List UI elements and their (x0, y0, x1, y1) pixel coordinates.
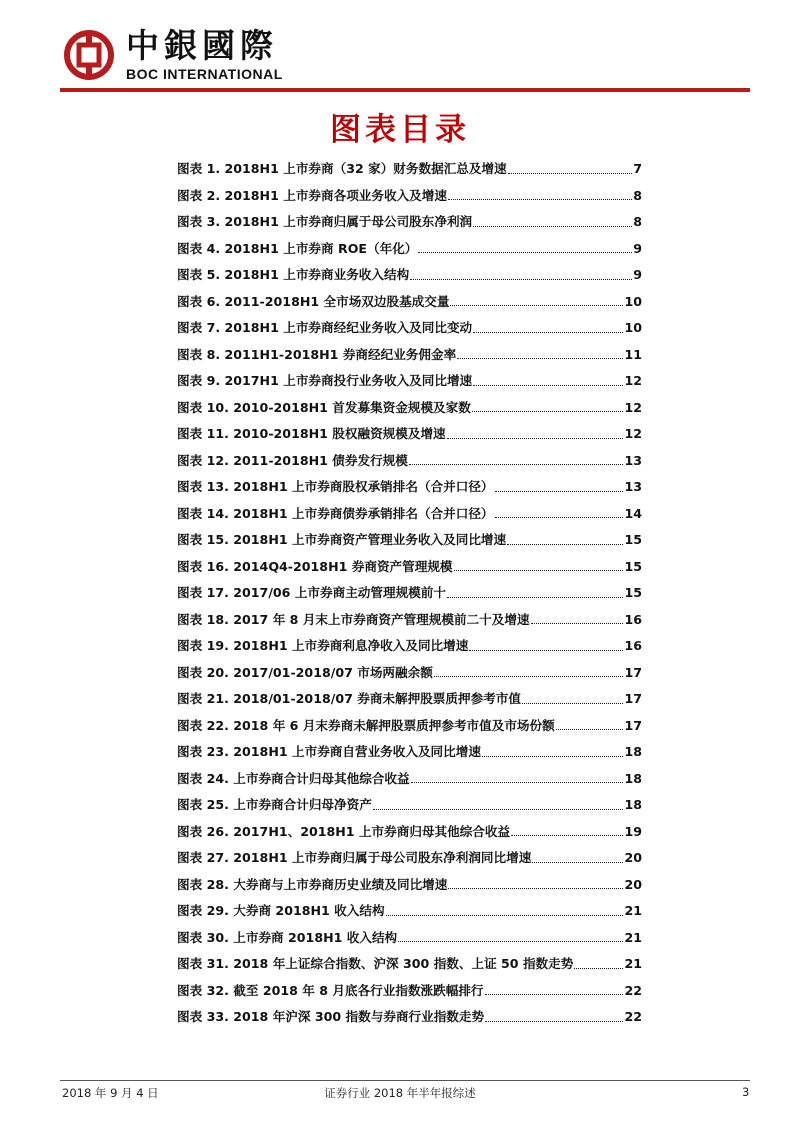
toc-leader-dots (507, 544, 623, 545)
toc-leader-dots (495, 491, 624, 492)
toc-entry-page: 10 (624, 293, 642, 309)
toc-entry[interactable] (177, 289, 642, 316)
toc-entry[interactable] (177, 421, 642, 448)
footer-page-number: 3 (742, 1085, 750, 1099)
toc-entry-label: 图表 16. 2014Q4-2018H1 券商资产管理规模 (177, 558, 453, 574)
footer-date: 2018 年 9 月 4 日 (62, 1086, 159, 1100)
toc-entry[interactable] (177, 845, 642, 872)
toc-entry[interactable] (177, 156, 642, 183)
toc-leader-dots (448, 888, 623, 889)
toc-leader-dots (409, 464, 624, 465)
toc-leader-dots (531, 623, 624, 624)
toc-leader-dots (373, 809, 624, 810)
toc-leader-dots (398, 941, 623, 942)
toc-leader-dots (485, 1021, 623, 1022)
toc-entry-page: 18 (624, 744, 642, 759)
toc-entry[interactable] (177, 951, 642, 978)
toc-leader-dots (450, 305, 623, 306)
toc-entry-label: 图表 11. 2010-2018H1 股权融资规模及增速 (177, 426, 446, 441)
toc-leader-dots (485, 994, 624, 995)
toc-leader-dots (386, 915, 624, 916)
toc-entry-label: 图表 1. 2018H1 上市券商（32 家）财务数据汇总及增速 (177, 161, 507, 176)
toc-leader-dots (473, 385, 623, 386)
toc-entry[interactable] (177, 554, 642, 581)
toc-leader-dots (418, 252, 632, 253)
toc-entry[interactable] (177, 766, 642, 793)
toc-entry-label: 图表 25. 上市券商合计归母净资产 (177, 797, 372, 812)
toc-leader-dots (434, 676, 624, 677)
toc-leader-dots (473, 226, 632, 227)
toc-leader-dots (469, 650, 623, 651)
toc-leader-dots (482, 756, 624, 757)
toc-entry-label: 图表 33. 2018 年沪深 300 指数与券商行业指数走势 (177, 1009, 485, 1024)
toc-entry-page: 15 (624, 532, 642, 547)
toc-entry-label: 图表 6. 2011-2018H1 全市场双边股基成交量 (177, 293, 450, 309)
toc-entry-page: 15 (624, 558, 642, 574)
toc-entry-page: 12 (624, 399, 642, 415)
toc-leader-dots (495, 517, 624, 518)
toc-leader-dots (511, 835, 623, 836)
toc-entry-page: 8 (633, 187, 642, 203)
toc-entry-page: 9 (633, 240, 642, 256)
toc-entry-label: 图表 4. 2018H1 上市券商 ROE（年化） (177, 240, 418, 256)
toc-entry[interactable] (177, 315, 642, 342)
toc-entry[interactable] (177, 183, 642, 210)
toc-entry[interactable] (177, 607, 642, 634)
toc-entry-label: 图表 23. 2018H1 上市券商自营业务收入及同比增速 (177, 744, 481, 759)
toc-entry-page: 17 (624, 717, 642, 733)
toc-leader-dots (574, 968, 623, 969)
toc-leader-dots (473, 332, 623, 333)
toc-entry[interactable] (177, 872, 642, 899)
toc-entry-page: 21 (624, 929, 642, 945)
toc-entry-page: 17 (624, 664, 642, 680)
toc-entry-label: 图表 10. 2010-2018H1 首发募集资金规模及家数 (177, 399, 471, 415)
toc-leader-dots (508, 173, 633, 174)
page-title: 图表目录 (330, 112, 470, 148)
toc-leader-dots (472, 411, 624, 412)
toc-entry[interactable] (177, 819, 642, 846)
logo-chinese-name: 中銀國際 (126, 26, 278, 65)
toc-entry-page: 15 (624, 585, 642, 600)
toc-entry-label: 图表 9. 2017H1 上市券商投行业务收入及同比增速 (177, 373, 473, 388)
toc-entry-page: 21 (624, 903, 642, 918)
toc-entry[interactable] (177, 633, 642, 660)
toc-entry[interactable] (177, 978, 642, 1005)
toc-entry-page: 14 (624, 505, 642, 521)
toc-entry-page: 21 (624, 956, 642, 971)
toc-entry[interactable] (177, 713, 642, 740)
toc-entry-page: 16 (624, 611, 642, 627)
toc-entry-label: 图表 7. 2018H1 上市券商经纪业务收入及同比变动 (177, 320, 473, 335)
toc-entry-page: 18 (624, 797, 642, 812)
toc-entry[interactable] (177, 792, 642, 819)
toc-entry-label: 图表 24. 上市券商合计归母其他综合收益 (177, 770, 410, 786)
toc-leader-dots (447, 597, 624, 598)
toc-entry[interactable] (177, 925, 642, 952)
toc-entry[interactable] (177, 262, 642, 289)
toc-entry-page: 12 (624, 426, 642, 441)
toc-entry[interactable] (177, 236, 642, 263)
toc-entry-page: 19 (624, 823, 642, 839)
toc-entry-label: 图表 14. 2018H1 上市券商债券承销排名（合并口径） (177, 505, 494, 521)
toc-entry[interactable] (177, 898, 642, 925)
toc-entry-label: 图表 21. 2018/01-2018/07 券商未解押股票质押参考市值 (177, 691, 521, 706)
toc-entry[interactable] (177, 1004, 642, 1031)
toc-leader-dots (410, 279, 632, 280)
toc-entry-page: 12 (624, 373, 642, 388)
toc-leader-dots (457, 358, 623, 359)
toc-entry-page: 13 (624, 479, 642, 494)
toc-entry-page: 11 (624, 346, 642, 362)
toc-entry[interactable] (177, 580, 642, 607)
toc-entry-label: 图表 29. 大券商 2018H1 收入结构 (177, 903, 385, 918)
toc-entry-label: 图表 32. 截至 2018 年 8 月底各行业指数涨跌幅排行 (177, 982, 484, 998)
toc-entry[interactable] (177, 209, 642, 236)
toc-leader-dots (556, 729, 624, 730)
toc-entry-label: 图表 13. 2018H1 上市券商股权承销排名（合并口径） (177, 479, 494, 494)
toc-entry[interactable] (177, 686, 642, 713)
footer-report-title: 证券行业 2018 年半年报综述 (324, 1086, 476, 1100)
toc-entry-label: 图表 28. 大券商与上市券商历史业绩及同比增速 (177, 876, 448, 892)
toc-entry-label: 图表 3. 2018H1 上市券商归属于母公司股东净利润 (177, 214, 473, 229)
toc-entry-page: 10 (624, 320, 642, 335)
toc-entry-page: 8 (633, 214, 642, 229)
toc-leader-dots (532, 862, 623, 863)
toc-entry-label: 图表 30. 上市券商 2018H1 收入结构 (177, 929, 398, 945)
toc-entry-page: 17 (624, 691, 642, 706)
footer-divider (60, 1080, 750, 1081)
header-divider (60, 88, 750, 92)
toc-entry-label: 图表 2. 2018H1 上市券商各项业务收入及增速 (177, 187, 447, 203)
page-header (64, 22, 744, 88)
toc-entry-label: 图表 31. 2018 年上证综合指数、沪深 300 指数、上证 50 指数走势 (177, 956, 574, 971)
toc-entry-label: 图表 27. 2018H1 上市券商归属于母公司股东净利润同比增速 (177, 850, 532, 865)
toc-entry-label: 图表 15. 2018H1 上市券商资产管理业务收入及同比增速 (177, 532, 507, 547)
toc-entry[interactable] (177, 368, 642, 395)
toc-entry-label: 图表 22. 2018 年 6 月末券商未解押股票质押参考市值及市场份额 (177, 717, 555, 733)
toc-entry-label: 图表 26. 2017H1、2018H1 上市券商归母其他综合收益 (177, 823, 511, 839)
toc-entry-label: 图表 12. 2011-2018H1 债券发行规模 (177, 452, 408, 468)
table-of-figures (177, 156, 642, 1031)
toc-leader-dots (454, 570, 624, 571)
toc-entry-label: 图表 17. 2017/06 上市券商主动管理规模前十 (177, 585, 446, 600)
logo-english-name: BOC INTERNATIONAL (126, 66, 283, 82)
toc-entry[interactable] (177, 660, 642, 687)
toc-entry-label: 图表 20. 2017/01-2018/07 市场两融余额 (177, 664, 433, 680)
toc-entry[interactable] (177, 474, 642, 501)
toc-entry[interactable] (177, 448, 642, 475)
toc-leader-dots (448, 199, 632, 200)
toc-entry-page: 9 (633, 267, 642, 282)
toc-entry-label: 图表 5. 2018H1 上市券商业务收入结构 (177, 267, 410, 282)
toc-entry-page: 22 (624, 982, 642, 998)
toc-entry[interactable] (177, 342, 642, 369)
toc-leader-dots (522, 703, 624, 704)
toc-entry-label: 图表 8. 2011H1-2018H1 券商经纪业务佣金率 (177, 346, 457, 362)
toc-leader-dots (447, 438, 624, 439)
toc-entry-page: 13 (624, 452, 642, 468)
toc-entry-page: 18 (624, 770, 642, 786)
toc-entry-page: 16 (624, 638, 642, 653)
toc-entry[interactable] (177, 739, 642, 766)
toc-entry-label: 图表 18. 2017 年 8 月末上市券商资产管理规模前二十及增速 (177, 611, 530, 627)
toc-entry-label: 图表 19. 2018H1 上市券商利息净收入及同比增速 (177, 638, 469, 653)
toc-entry[interactable] (177, 501, 642, 528)
toc-entry-page: 7 (633, 161, 642, 176)
toc-entry-page: 20 (624, 850, 642, 865)
boc-logo-icon (64, 30, 114, 80)
toc-entry[interactable] (177, 395, 642, 422)
toc-entry-page: 22 (624, 1009, 642, 1024)
toc-entry-page: 20 (624, 876, 642, 892)
toc-leader-dots (411, 782, 624, 783)
toc-entry[interactable] (177, 527, 642, 554)
